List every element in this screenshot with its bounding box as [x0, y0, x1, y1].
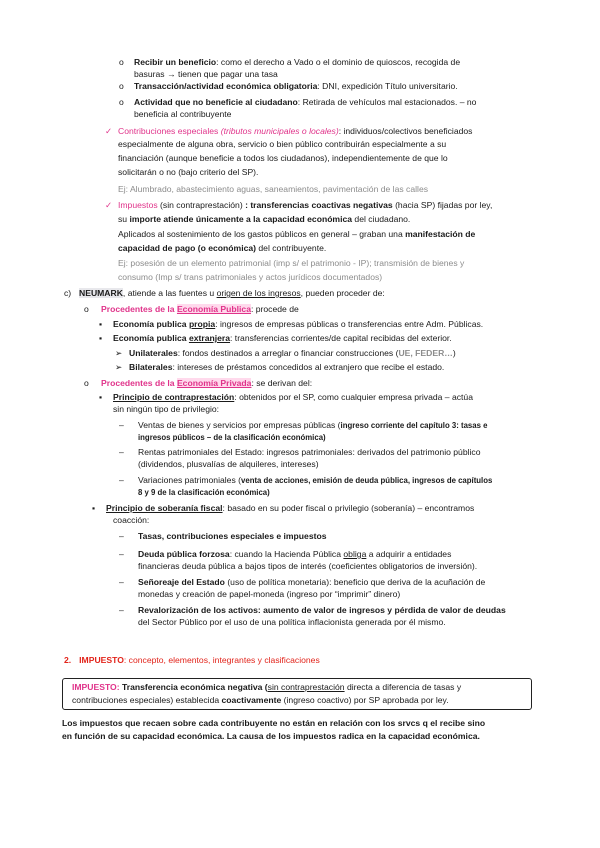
- line-contrib-4: solicitarán o no (bajo criterio del SP).: [118, 167, 259, 177]
- box-line-1: IMPUESTO: Transferencia económica negativa (sin contraprestación directa a diferencia de tasas y: [72, 682, 462, 692]
- line-coaccion: coacción:: [113, 515, 150, 525]
- line-actividad: Actividad que no beneficie al ciudadano: Retirada de vehículos mal estacionados. – no: [134, 97, 477, 107]
- bullet-square: ▪: [99, 333, 103, 343]
- line-impuestos-ej: Ej: posesión de un elemento patrimonial (imp s/ el patrimonio - IP); transmisión de bienes y: [118, 258, 465, 268]
- dash-bullet: –: [119, 420, 124, 430]
- line-contrib-2: especialmente de alguna obra, servicio o bien público contribuirán especialmente a su: [118, 139, 447, 149]
- line-tasas: Tasas, contribuciones especiales e impuestos: [138, 531, 327, 541]
- line-economia-privada: Procedentes de la Economía Privada: se derivan del:: [101, 378, 313, 388]
- dash-bullet: –: [119, 475, 124, 485]
- line-revalorizacion: Revalorización de los activos: aumento de valor de ingresos y pérdida de valor de deudas: [138, 605, 506, 615]
- line-publica-propia: Economía publica propia: ingresos de empresas públicas o transferencias entre Adm. Públicas.: [113, 319, 484, 329]
- line-economia-publica: Procedentes de la Economía Publica: procede de: [101, 304, 299, 314]
- bullet-square: ▪: [99, 319, 103, 329]
- bullet-o: o: [119, 57, 124, 67]
- line-transaccion: Transacción/actividad económica obligatoria: DNI, expedición Título universitario.: [134, 81, 458, 91]
- dash-bullet: –: [119, 531, 124, 541]
- line-impuestos-2: su importe atiende únicamente a la capacidad económica del ciudadano.: [118, 214, 411, 224]
- line-unilaterales: Unilaterales: fondos destinados a arreglar o financiar construcciones (UE, FEDER…): [129, 348, 456, 358]
- bullet-o: o: [84, 304, 89, 314]
- line-impuestos-ej-2: consumo (Imp s/ trans patrimoniales y actos jurídicos documentados): [118, 272, 383, 282]
- paragraph-line-1: Los impuestos que recaen sobre cada contribuyente no están en relación con los srvcs q el recibe sino: [62, 718, 486, 728]
- line-soberania: Principio de soberanía fiscal: basado en su poder fiscal o privilegio (soberanía) – encontramos: [106, 503, 475, 513]
- paragraph-line-2: en función de su capacidad económica. La causa de los impuestos radica en la capacidad económica.: [62, 731, 480, 741]
- dash-bullet: –: [119, 605, 124, 615]
- line-neumark: NEUMARK, atiende a las fuentes u origen de los ingresos, pueden proceder de:: [79, 288, 385, 298]
- line-privilegio: sin ningún tipo de privilegio:: [113, 404, 220, 414]
- line-contraprestacion: Principio de contraprestación: obtenidos por el SP, como cualquier empresa privada – actúa: [113, 392, 473, 402]
- check-icon: ✓: [105, 200, 113, 210]
- line-senoreaje: Señoreaje del Estado (uso de política monetaria): beneficio que deriva de la acuñación de: [138, 577, 486, 587]
- line-variaciones: Variaciones patrimoniales (venta de acciones, emisión de deuda pública, ingresos de capítulos: [138, 475, 493, 485]
- arrow-bullet-icon: ➢: [115, 362, 123, 372]
- line-rentas-2: (dividendos, plusvalías de alquileres, intereses): [138, 459, 319, 469]
- line-deuda: Deuda pública forzosa: cuando la Hacienda Pública obliga a adquirir a entidades: [138, 549, 452, 559]
- bullet-square: ▪: [92, 503, 96, 513]
- box-line-2: contribuciones especiales) establecida coactivamente (ingreso coactivo) por SP aprobada por ley.: [72, 695, 449, 705]
- list-marker-c: c): [64, 288, 72, 298]
- line-recibir-beneficio: Recibir un beneficio: como el derecho a Vado o el dominio de quioscos, recogida de: [134, 57, 461, 67]
- line-impuestos-3: Aplicados al sostenimiento de los gastos públicos en general – graban una manifestación de: [118, 229, 476, 239]
- bullet-o: o: [84, 378, 89, 388]
- bullet-square: ▪: [99, 392, 103, 402]
- line-ventas-2: ingresos públicos – de la clasificación económica): [138, 433, 326, 442]
- line-deuda-2: financieras deuda pública a bajos tipos de interés (coeficientes obligatorios de inversión).: [138, 561, 478, 571]
- line-basuras: basuras → tienen que pagar una tasa: [134, 69, 278, 79]
- line-impuestos-4: capacidad de pago (o económica) del contribuyente.: [118, 243, 327, 253]
- bullet-o: o: [119, 97, 124, 107]
- check-icon: ✓: [105, 126, 113, 136]
- line-revalorizacion-2: del Sector Público por el uso de una política inflacionista generada por él mismo.: [138, 617, 446, 627]
- dash-bullet: –: [119, 577, 124, 587]
- line-contrib-3: financiación (aunque beneficie a todos los ciudadanos), independientemente de que lo: [118, 153, 448, 163]
- line-contribuciones: Contribuciones especiales (tributos municipales o locales): individuos/colectivos beneficiados: [118, 126, 473, 136]
- line-beneficia: beneficia al contribuyente: [134, 109, 232, 119]
- line-variaciones-2: 8 y 9 de la clasificación económica): [138, 488, 270, 497]
- line-impuestos: Impuestos (sin contraprestación) : transferencias coactivas negativas (hacia SP) fijadas por ley,: [118, 200, 493, 210]
- bullet-o: o: [119, 81, 124, 91]
- line-publica-extranjera: Economía publica extranjera: transferencias corrientes/de capital recibidas del exterior.: [113, 333, 452, 343]
- line-bilaterales: Bilaterales: intereses de préstamos concedidos al extranjero que recibe el estado.: [129, 362, 445, 372]
- dash-bullet: –: [119, 447, 124, 457]
- line-senoreaje-2: monedas y creación de papel-moneda (ingreso por “imprimir” dinero): [138, 589, 401, 599]
- section-heading-impuesto: 2. IMPUESTO: concepto, elementos, integrantes y clasificaciones: [64, 655, 320, 665]
- line-contrib-ej: Ej: Alumbrado, abastecimiento aguas, saneamientos, pavimentación de las calles: [118, 184, 429, 194]
- arrow-bullet-icon: ➢: [115, 348, 123, 358]
- line-ventas: Ventas de bienes y servicios por empresas públicas (ingreso corriente del capítulo 3: tasas e: [138, 420, 488, 430]
- dash-bullet: –: [119, 549, 124, 559]
- line-rentas: Rentas patrimoniales del Estado: ingresos patrimoniales: derivados del patrimonio público: [138, 447, 481, 457]
